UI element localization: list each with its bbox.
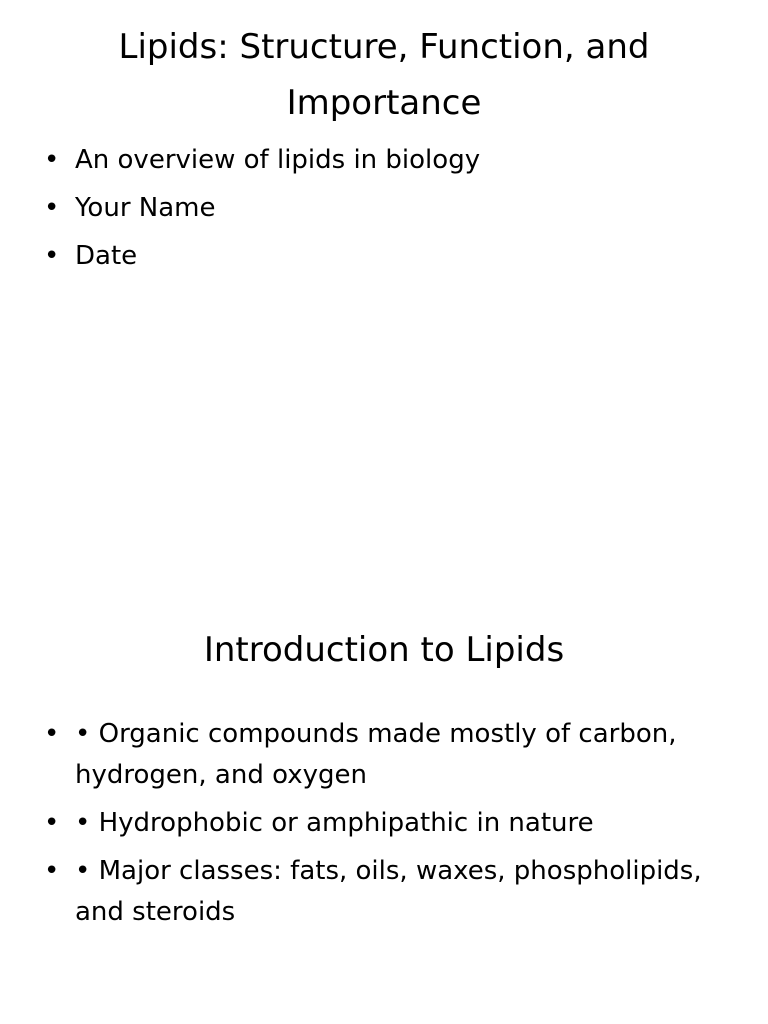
bullet-icon: • xyxy=(44,193,60,223)
bullet-icon: • xyxy=(44,145,60,175)
slide-title-bullet-list xyxy=(44,140,724,284)
bullet-icon: • xyxy=(44,856,60,886)
slide-title-heading: Lipids: Structure, Function, and Importance xyxy=(118,27,650,123)
bullet-item xyxy=(44,236,724,276)
bullet-text: • Hydrophobic or amphipathic in nature xyxy=(75,808,594,838)
bullet-icon: • xyxy=(44,719,60,749)
bullet-icon: • xyxy=(44,241,60,271)
bullet-text: • Major classes: fats, oils, waxes, phospholipids, and steroids xyxy=(75,856,702,927)
bullet-item xyxy=(44,714,724,796)
slide-introduction-heading: Introduction to Lipids xyxy=(203,630,565,670)
bullet-item xyxy=(44,851,724,933)
bullet-text: Date xyxy=(75,241,138,271)
bullet-icon: • xyxy=(44,808,60,838)
bullet-text: Your Name xyxy=(75,193,216,223)
bullet-text: An overview of lipids in biology xyxy=(75,145,481,175)
bullet-item xyxy=(44,140,724,180)
bullet-item xyxy=(44,188,724,228)
bullet-text: • Organic compounds made mostly of carbon, hydrogen, and oxygen xyxy=(75,719,677,790)
slide-introduction-bullet-list xyxy=(44,714,724,940)
slide-introduction xyxy=(0,600,768,1024)
bullet-item xyxy=(44,803,724,844)
